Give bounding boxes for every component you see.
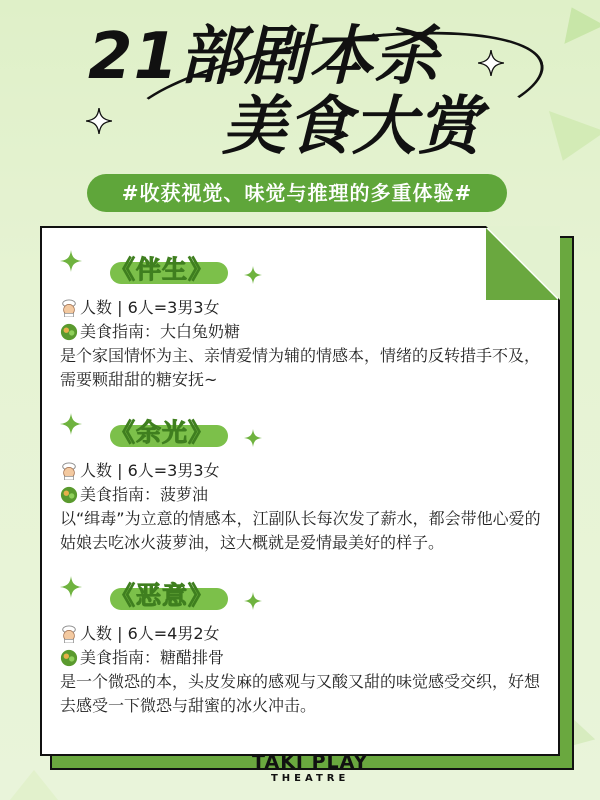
content-card: [40, 226, 560, 756]
section-header: [60, 250, 540, 296]
food-guide: 美食指南：菠萝油: [60, 483, 540, 507]
decor-triangle: [552, 0, 600, 44]
script-section: [60, 576, 540, 718]
sparkle-icon: [244, 592, 262, 610]
sparkle-icon: [60, 413, 82, 435]
section-description: 是个家国情怀为主、亲情爱情为辅的情感本，情绪的反转措手不及，需要颗甜甜的糖安抚~: [60, 346, 541, 389]
logo-sub-text: THEATRE: [270, 773, 350, 784]
script-section: [60, 250, 540, 392]
page-title-line2: 美食大赏: [222, 90, 482, 164]
sparkle-icon: [244, 429, 262, 447]
salad-bowl-icon: [60, 649, 78, 667]
chef-icon: [60, 462, 78, 480]
people-count: 人数 | 6人=4男2女: [60, 622, 540, 646]
people-count: 人数 | 6人=3男3女: [60, 459, 540, 483]
logo-main-text: TAKI PLAY: [252, 751, 369, 773]
section-title: 《恶意》: [110, 581, 215, 610]
decor-triangle: [535, 111, 600, 171]
section-title: 《伴生》: [110, 255, 215, 284]
chef-icon: [60, 625, 78, 643]
chef-icon: [60, 299, 78, 317]
sparkle-icon: [244, 266, 262, 284]
sparkle-icon: [478, 50, 504, 76]
section-description: 以“缉毒”为立意的情感本，江副队长每次发了薪水，都会带他心爱的姑娘去吃冰火菠萝油，这大概就是爱情最美好的样子。: [60, 509, 541, 552]
food-guide: 美食指南：大白兔奶糖: [60, 320, 540, 344]
script-section: [60, 413, 540, 555]
sparkle-icon: [60, 576, 82, 598]
salad-bowl-icon: [60, 486, 78, 504]
section-header: [60, 576, 540, 622]
subtitle-banner: #收获视觉、味觉与推理的多重体验#: [87, 174, 507, 212]
section-description: 是一个微恐的本，头皮发麻的感观与又酸又甜的味觉感受交织，好想去感受一下微恐与甜蜜的冰火冲击。: [60, 672, 541, 715]
section-title: 《余光》: [110, 418, 215, 447]
brand-logo: [252, 752, 368, 786]
page-title-line1: 21部剧本杀: [88, 20, 440, 94]
section-header: [60, 413, 540, 459]
salad-bowl-icon: [60, 323, 78, 341]
people-count: 人数 | 6人=3男3女: [60, 296, 540, 320]
decor-triangle: [10, 770, 58, 800]
sparkle-icon: [86, 108, 112, 134]
sparkle-icon: [60, 250, 82, 272]
food-guide: 美食指南：糖醋排骨: [60, 646, 540, 670]
